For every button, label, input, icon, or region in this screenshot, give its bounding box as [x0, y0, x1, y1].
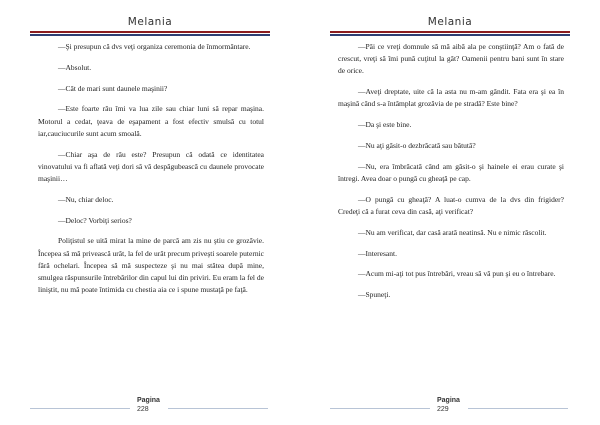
header-rule-blue [330, 34, 570, 36]
paragraph: —Acum mi-aţi tot pus întrebări, vreau să vă pun şi eu o întrebare. [358, 269, 556, 279]
paragraph: —Nu, chiar deloc. [58, 194, 114, 204]
paragraph: —Aveţi dreptate, uite că la asta nu m-am gândit. Fata era şi ea în maşină când s-a întâmplat grozăvia de pe stradă? Este bine? [338, 87, 564, 109]
page-body [338, 41, 564, 310]
paragraph: —Absolut. [58, 62, 92, 72]
paragraph: —Şi presupun că dvs veţi organiza ceremonia de înmormântare. [58, 42, 251, 51]
page-header: Melania [127, 16, 173, 28]
page-number: 229 [437, 406, 449, 413]
header-rule-red [30, 31, 270, 33]
header-rule-blue [30, 34, 270, 36]
paragraph: —Nu am verificat, dar casă arată neatinsă. Nu e nimic răscolit. [358, 227, 547, 237]
paragraph: Poliţistul se uită mirat la mine de parcă am zis nu ştiu ce grozăvie. Începea să mă privească urât, la fel de urât precum priveşti soarele puternic fără ochelari. Începea să mă suspecteze şi nu mai stătea după mine, smulgea răspunsurile întrebărilor din capul lui din priviri. Eu eram la fel de liniştit, nu mă poate întimida cu chestia aia ce i spune mustaţă pe faţă. [38, 236, 264, 295]
page-header: Melania [427, 16, 473, 28]
paragraph: —Nu aţi găsit-o dezbrăcată sau bătută? [358, 141, 476, 150]
paragraph: —O pungă cu gheaţă? A luat-o cumva de la dvs din frigider? Credeţi că a furat ceva din casă, aţi verificat? [338, 194, 564, 216]
page-body [38, 41, 264, 305]
footer-label: Pagina [437, 397, 460, 404]
paragraph: —Deloc? Vorbiţi serios? [58, 215, 132, 225]
footer-line-left [330, 408, 430, 409]
paragraph: —Cât de mari sunt daunele maşinii? [58, 83, 168, 93]
paragraph: —Este foarte rău îmi va lua zile sau chiar luni să repar maşina. Motorul a cedat, ţeava de eşapament a fost efectiv smulsă cu totul iar,cauciucurile sunt acum smoală. [38, 104, 264, 138]
header-rule-red [330, 31, 570, 33]
page-number: 228 [137, 406, 149, 413]
paragraph: —Da şi este bine. [358, 120, 412, 130]
right-page [300, 0, 600, 425]
footer-line-right [468, 408, 568, 409]
footer-label: Pagina [137, 397, 160, 404]
paragraph: —Spuneţi. [358, 290, 391, 300]
paragraph: —Nu, era îmbrăcată când am găsit-o şi hainele ei erau curate şi întregi. Avea doar o pungă cu gheaţă pe cap. [338, 161, 564, 183]
paragraph: —Chiar aşa de rău este? Presupun că odată ce identitatea vinovatului va fi aflată veţi dori să vă despăgubească cu daunele provocate maşinii… [38, 149, 264, 183]
footer-line-right [168, 408, 268, 409]
paragraph: —Interesant. [358, 248, 397, 258]
footer-line-left [30, 408, 130, 409]
paragraph: —Păi ce vreţi domnule să mă aibă ala pe conştiinţă? Am o fată de crescut, vreţi să îmi pună cuţitul la gât? Oamenii pentru bani sunt în stare de orice. [338, 42, 564, 76]
